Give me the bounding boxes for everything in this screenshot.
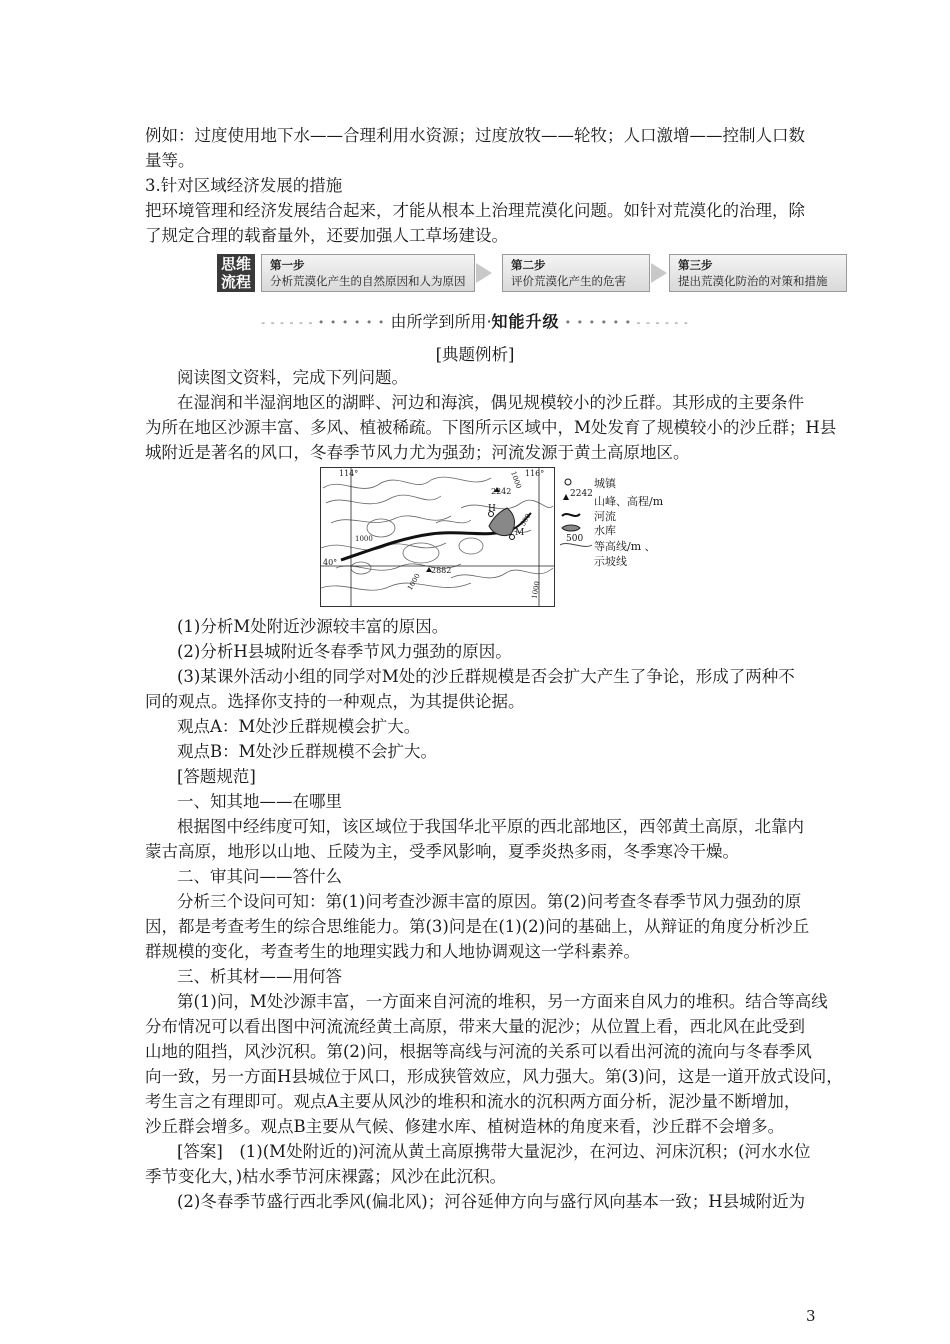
peak-elevation: 2882 xyxy=(431,566,452,575)
topographic-map xyxy=(320,467,555,607)
answer-text: 分布情况可以看出图中河流流经黄土高原，带来大量的泥沙；从位置上看，西北风在此受到 xyxy=(145,1017,805,1036)
longitude-label: 114° xyxy=(339,469,359,478)
legend-town: 城镇 xyxy=(594,477,616,490)
legend-peak-sample: 2242 xyxy=(570,489,593,499)
answer-text: 山地的阻挡，风沙沉积。第(2)问，根据等高线与河流的关系可以看出河流的流向与冬春季风 xyxy=(145,1042,812,1061)
text-line: 例如：过度使用地下水——合理利用水资源；过度放牧——轮牧；人口激增——控制人口数 xyxy=(145,126,805,145)
question-text: 在湿润和半湿润地区的湖畔、河边和海滨，偶见规模较小的沙丘群。其形成的主要条件 xyxy=(177,393,804,412)
flow-step-title: 第一步 xyxy=(270,258,305,272)
contour-label: 1000 xyxy=(509,470,523,490)
flow-step-text: 评价荒漠化产生的危害 xyxy=(511,274,626,288)
answer-label: [答题规范] xyxy=(177,767,256,786)
legend-contour-sample: 500 xyxy=(566,534,584,544)
answer-heading: 一、知其地——在哪里 xyxy=(177,792,342,811)
sub-question-3: 同的观点。选择你支持的一种观点，为其提供论据。 xyxy=(145,692,525,711)
contour-label: 500 xyxy=(518,512,533,528)
key-answer: (2)冬春季节盛行西北季风(偏北风)；河谷延伸方向与盛行风向基本一致；H县城附近为 xyxy=(177,1192,806,1211)
legend-peak: 山峰、高程/m xyxy=(594,495,664,508)
dots-decoration: - - - - - - • • • • • • xyxy=(261,316,386,329)
text-line: 把环境管理和经济发展结合起来，才能从根本上治理荒漠化问题。如针对荒漠化的治理，除 xyxy=(145,201,805,220)
flow-step-text: 分析荒漠化产生的自然原因和人为原因 xyxy=(270,274,466,288)
answer-text: 因，都是考查考生的综合思维能力。第(3)问是在(1)(2)问的基础上，从辩证的角度分析沙丘 xyxy=(145,917,810,936)
flow-step-title: 第三步 xyxy=(678,258,713,272)
peak-elevation: 2242 xyxy=(491,487,512,496)
answer-heading: 三、析其材——用何答 xyxy=(177,967,342,986)
answer-text: 蒙古高原，地形以山地、丘陵为主，受季风影响，夏季炎热多雨，冬季寒冷干燥。 xyxy=(145,842,739,861)
legend-slope: 示坡线 xyxy=(594,555,627,568)
longitude-label: 116° xyxy=(525,469,545,478)
key-answer: [答案] (1)(M处附近的)河流从黄土高原携带大量泥沙，在河边、河床沉积；(河水水位 xyxy=(177,1142,811,1161)
answer-text: 根据图中经纬度可知，该区域位于我国华北平原的西北部地区，西邻黄土高原，北靠内 xyxy=(177,817,804,836)
section-title-prefix: 由所学到所用· xyxy=(390,312,492,331)
contour-label: 1000 xyxy=(355,535,373,543)
section-title-bold: 知能升级 xyxy=(491,312,560,331)
answer-text: 考生言之有理即可。观点A主要从风沙的堆积和流水的沉积两方面分析，泥沙量不断增加， xyxy=(145,1092,801,1111)
map-legend xyxy=(560,472,690,592)
flow-badge: 思维流程 xyxy=(217,254,255,292)
arrow-right-icon xyxy=(651,263,667,283)
flow-step-1 xyxy=(261,254,475,292)
legend-contour: 等高线/m 、 xyxy=(594,540,656,553)
key-answer: 季节变化大，)枯水季节河床裸露；风沙在此沉积。 xyxy=(145,1167,507,1186)
legend-river: 河流 xyxy=(594,510,616,523)
question-intro: 阅读图文资料，完成下列问题。 xyxy=(177,368,408,387)
town-h-label: H xyxy=(488,504,496,514)
flow-step-3 xyxy=(669,254,847,292)
point-m-label: M xyxy=(515,528,525,538)
contour-label: 1000 xyxy=(405,572,422,592)
heading-measures: 3.针对区域经济发展的措施 xyxy=(145,176,343,195)
answer-heading: 二、审其问——答什么 xyxy=(177,867,342,886)
answer-text: 向一致，另一方面H县城位于风口，形成狭管效应，风力强大。第(3)问，这是一道开放式设问， xyxy=(145,1067,843,1086)
text-line: 了规定合理的载畜量外，还要加强人工草场建设。 xyxy=(145,226,508,245)
sub-question-1: (1)分析M处附近沙源较丰富的原因。 xyxy=(177,617,449,636)
example-label: [典题例析] xyxy=(435,345,515,364)
sub-question-2: (2)分析H县城附近冬春季节风力强劲的原因。 xyxy=(177,642,512,661)
text-line: 量等。 xyxy=(145,151,195,170)
page-number: 3 xyxy=(806,1307,816,1325)
question-text: 城附近是著名的风口，冬春季节风力尤为强劲；河流发源于黄土高原地区。 xyxy=(145,443,690,462)
answer-text: 分析三个设问可知：第(1)问考查沙源丰富的原因。第(2)问考查冬春季节风力强劲的原 xyxy=(177,892,802,911)
flow-step-2 xyxy=(502,254,650,292)
question-text: 为所在地区沙源丰富、多风、植被稀疏。下图所示区域中，M处发育了规模较小的沙丘群；H县 xyxy=(145,418,837,437)
section-title xyxy=(0,309,950,332)
viewpoint-b: 观点B：M处沙丘群规模不会扩大。 xyxy=(177,742,438,761)
viewpoint-a: 观点A：M处沙丘群规模会扩大。 xyxy=(177,717,421,736)
answer-text: 第(1)问，M处沙源丰富，一方面来自河流的堆积，另一方面来自风力的堆积。结合等高线 xyxy=(177,992,828,1011)
flow-step-title: 第二步 xyxy=(511,258,546,272)
contour-label: 1000 xyxy=(530,580,542,600)
legend-reservoir: 水库 xyxy=(594,524,616,537)
dots-decoration: • • • • • • - - - - - - xyxy=(564,316,689,329)
answer-text: 群规模的变化，考查考生的地理实践力和人地协调观这一学科素养。 xyxy=(145,942,640,961)
latitude-label: 40° xyxy=(323,558,338,567)
thinking-flow-diagram xyxy=(217,254,849,294)
sub-question-3: (3)某课外活动小组的同学对M处的沙丘群规模是否会扩大产生了争论，形成了两种不 xyxy=(177,667,795,686)
arrow-right-icon xyxy=(476,263,492,283)
answer-text: 沙丘群会增多。观点B主要从气候、修建水库、植树造林的角度来看，沙丘群不会增多。 xyxy=(145,1117,785,1136)
flow-step-text: 提出荒漠化防治的对策和措施 xyxy=(678,274,828,288)
